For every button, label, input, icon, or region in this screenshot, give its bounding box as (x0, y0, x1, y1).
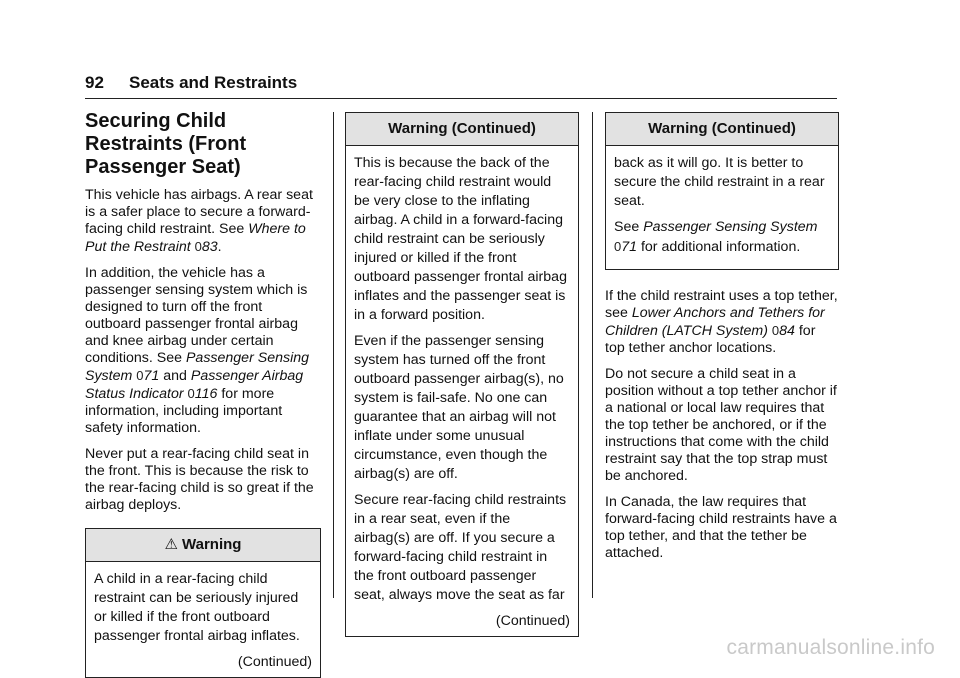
paragraph-airbags: This vehicle has airbags. A rear seat is a safer place to secure a forward-facing child restraint. See Where to Put the Restraint 083. (85, 187, 313, 255)
paragraph-text: for top tether anchor locations. (605, 323, 816, 356)
warning-header: Warning (Continued) (346, 113, 578, 146)
continued-label: (Continued) (237, 654, 312, 670)
paragraph-text: If the child restraint uses a top tether, see (605, 288, 838, 321)
paragraph-text: for more information, including important safety information. (85, 386, 283, 436)
column-2 (345, 112, 579, 637)
paragraph-text: for additional information. (640, 239, 801, 255)
section-title: Seats and Restraints (129, 73, 298, 92)
column-1 (85, 110, 321, 678)
warning-body (606, 146, 838, 269)
page-ref-icon: 0 (136, 368, 144, 383)
page-ref-number[interactable]: 116 (194, 386, 218, 402)
warning-text: Even if the passenger sensing system has turned off the front outboard passenger airbag(s), no system is fail-safe. No one can guarantee that an airbag will not inflate under some unusual circumstance, even though the airbag(s) are off. (354, 333, 564, 482)
paragraph-top-tether (605, 288, 839, 357)
column-3 (605, 112, 839, 571)
link-passenger-airbag-status-indicator[interactable]: Passenger Airbag Status Indicator (85, 368, 304, 402)
watermark: carmanualsonline.info (726, 636, 935, 659)
warning-header: Warning (Continued) (606, 113, 838, 146)
page-ref-icon: 0 (194, 239, 202, 254)
paragraph-text: This vehicle has airbags. A rear seat is a safer place to secure a forward-facing child restraint. See (85, 187, 313, 237)
page-ref-number[interactable]: 84 (779, 323, 795, 339)
paragraph-tether-law: Do not secure a child seat in a position without a top tether anchor if a national or local law requires that the top tether be anchored, or if the instructions that come with the child restraint say that the top strap must be anchored. (605, 366, 837, 484)
warning-box-continued (605, 112, 839, 270)
warning-title: Warning (182, 536, 242, 553)
warning-box (85, 528, 321, 678)
paragraph-canada: In Canada, the law requires that forward-facing child restraints have a top tether, and that the tether be attached. (605, 494, 837, 561)
link-latch-system[interactable]: Lower Anchors and Tethers for Children (LATCH System) (605, 305, 825, 339)
page-header (85, 73, 297, 93)
column-divider-1 (333, 112, 334, 598)
page-ref-icon: 0 (771, 323, 780, 338)
conjunction-text: and (163, 368, 187, 384)
warning-body (346, 146, 578, 636)
see-text: See (614, 219, 640, 235)
warning-text: back as it will go. It is better to secure the child restraint in a rear seat. (614, 155, 825, 209)
warning-box-continued (345, 112, 579, 637)
warning-text: This is because the back of the rear-facing child restraint would be very close to the inflating airbag. A child in a forward-facing child restraint can be seriously injured or killed if the front outboard passenger frontal airbag inflates and the passenger seat is in a forward position. (354, 155, 567, 323)
page-ref-number[interactable]: 71 (621, 239, 638, 255)
page-ref-number[interactable]: 71 (143, 368, 160, 384)
warning-text: A child in a rear-facing child restraint can be seriously injured or killed if the front outboard passenger frontal airbag inflates. (94, 571, 300, 644)
page-ref-number[interactable]: 83 (201, 239, 218, 255)
page-number: 92 (85, 73, 104, 92)
page-ref-icon: 0 (614, 239, 622, 254)
paragraph-text: In addition, the vehicle has a passenger sensing system which is designed to turn off the front outboard passenger frontal airbag and knee airbag under certain conditions. See (85, 265, 308, 366)
section-heading: Securing Child Restraints (Front Passenger Seat) (85, 110, 247, 178)
warning-body (86, 562, 320, 677)
link-where-to-put-restraint[interactable]: Where to Put the Restraint (85, 221, 306, 255)
warning-text: Secure rear-facing child restraints in a rear seat, even if the airbag(s) are off. If you secure a forward-facing child restraint in the front outboard passenger seat, always move the seat as far (354, 492, 567, 603)
continued-label: (Continued) (495, 613, 570, 629)
warning-header (86, 529, 320, 562)
header-divider (85, 98, 837, 99)
column-divider-2 (592, 112, 593, 598)
warning-icon: ⚠ (164, 535, 178, 553)
column-3-body (605, 288, 839, 562)
paragraph-sensing-system (85, 265, 321, 437)
page-ref-icon: 0 (187, 386, 195, 401)
warning-see-reference (614, 218, 830, 257)
paragraph-rear-facing: Never put a rear-facing child seat in the front. This is because the risk to the rear-facing child is so great if the airbag deploys. (85, 446, 314, 513)
link-passenger-sensing-system[interactable]: Passenger Sensing System (643, 219, 818, 235)
link-passenger-sensing-system[interactable]: Passenger Sensing System (85, 350, 310, 384)
